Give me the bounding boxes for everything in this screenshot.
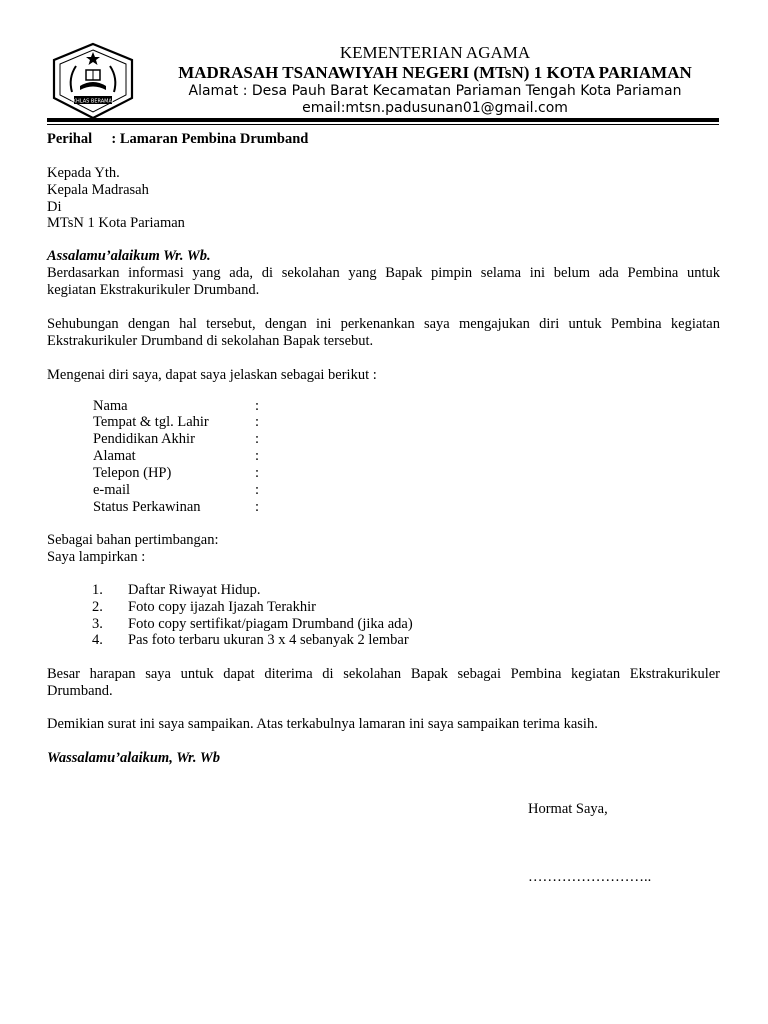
attachment-intro: Saya lampirkan : <box>47 549 146 565</box>
field-colon: : <box>255 398 260 414</box>
attachment-item: Pas foto terbaru ukuran 3 x 4 sebanyak 2 lembar <box>128 632 409 648</box>
recipient-line-1: Kepada Yth. <box>47 165 120 181</box>
signoff: Hormat Saya, <box>528 801 608 817</box>
school-email: email:mtsn.padusunan01@gmail.com <box>302 100 568 116</box>
field-colon: : <box>255 448 260 464</box>
field-label-alamat: Alamat <box>93 448 136 464</box>
subject-line <box>47 131 308 148</box>
field-label-status: Status Perkawinan <box>93 499 201 515</box>
attachment-number: 2. <box>92 599 103 615</box>
attachment-number: 4. <box>92 632 103 648</box>
field-label-email: e-mail <box>93 482 131 498</box>
field-colon: : <box>255 465 260 481</box>
attachment-item: Foto copy sertifikat/piagam Drumband (jika ada) <box>128 616 413 632</box>
field-colon: : <box>255 414 260 430</box>
school-name: MADRASAH TSANAWIYAH NEGERI (MTsN) 1 KOTA PARIAMAN <box>178 63 692 82</box>
attachment-number: 3. <box>92 616 103 632</box>
field-label-pendidikan: Pendidikan Akhir <box>93 431 195 447</box>
recipient-line-4: MTsN 1 Kota Pariaman <box>47 215 185 231</box>
signature-line: …………………….. <box>528 869 652 885</box>
personal-info-intro: Mengenai diri saya, dapat saya jelaskan sebagai berikut : <box>47 367 377 383</box>
farewell: Wassalamu’alaikum, Wr. Wb <box>47 750 220 766</box>
field-label-telepon: Telepon (HP) <box>93 465 172 481</box>
paragraph-2-line-2: Ekstrakurikuler Drumband di sekolahan Bapak tersebut. <box>47 333 374 349</box>
letterhead-rule-thin <box>47 124 719 125</box>
paragraph-2-line-1: Sehubungan dengan hal tersebut, dengan ini perkenankan saya mengajukan diri untuk Pembina kegiatan <box>47 316 720 332</box>
field-label-nama: Nama <box>93 398 128 414</box>
svg-text:IKHLAS BERAMAL: IKHLAS BERAMAL <box>71 98 115 105</box>
closing-paragraph: Demikian surat ini saya sampaikan. Atas terkabulnya lamaran ini saya sampaikan terima kasih. <box>47 716 598 732</box>
subject-value: : Lamaran Pembina Drumband <box>111 131 309 147</box>
field-colon: : <box>255 431 260 447</box>
letterhead-rule-thick <box>47 118 719 122</box>
greeting: Assalamu’alaikum Wr. Wb. <box>47 248 211 264</box>
paragraph-1-line-1: Berdasarkan informasi yang ada, di sekolahan yang Bapak pimpin selama ini belum ada Pembina untuk <box>47 265 720 281</box>
ministry-logo <box>50 42 136 120</box>
school-address: Alamat : Desa Pauh Barat Kecamatan Pariaman Tengah Kota Pariaman <box>188 83 682 99</box>
consideration-text: Sebagai bahan pertimbangan: <box>47 532 219 548</box>
attachment-item: Daftar Riwayat Hidup. <box>128 582 261 598</box>
field-label-ttl: Tempat & tgl. Lahir <box>93 414 209 430</box>
attachment-item: Foto copy ijazah Ijazah Terakhir <box>128 599 316 615</box>
ministry-name: KEMENTERIAN AGAMA <box>339 43 531 62</box>
paragraph-3-line-1: Besar harapan saya untuk dapat diterima di sekolahan Bapak sebagai Pembina kegiatan Ekstrakurikuler <box>47 666 720 682</box>
paragraph-3-line-2: Drumband. <box>47 683 113 699</box>
recipient-line-2: Kepala Madrasah <box>47 182 149 198</box>
attachment-number: 1. <box>92 582 103 598</box>
recipient-line-3: Di <box>47 199 62 215</box>
field-colon: : <box>255 482 260 498</box>
field-colon: : <box>255 499 260 515</box>
paragraph-1-line-2: kegiatan Ekstrakurikuler Drumband. <box>47 282 260 298</box>
subject-label: Perihal <box>47 131 93 147</box>
